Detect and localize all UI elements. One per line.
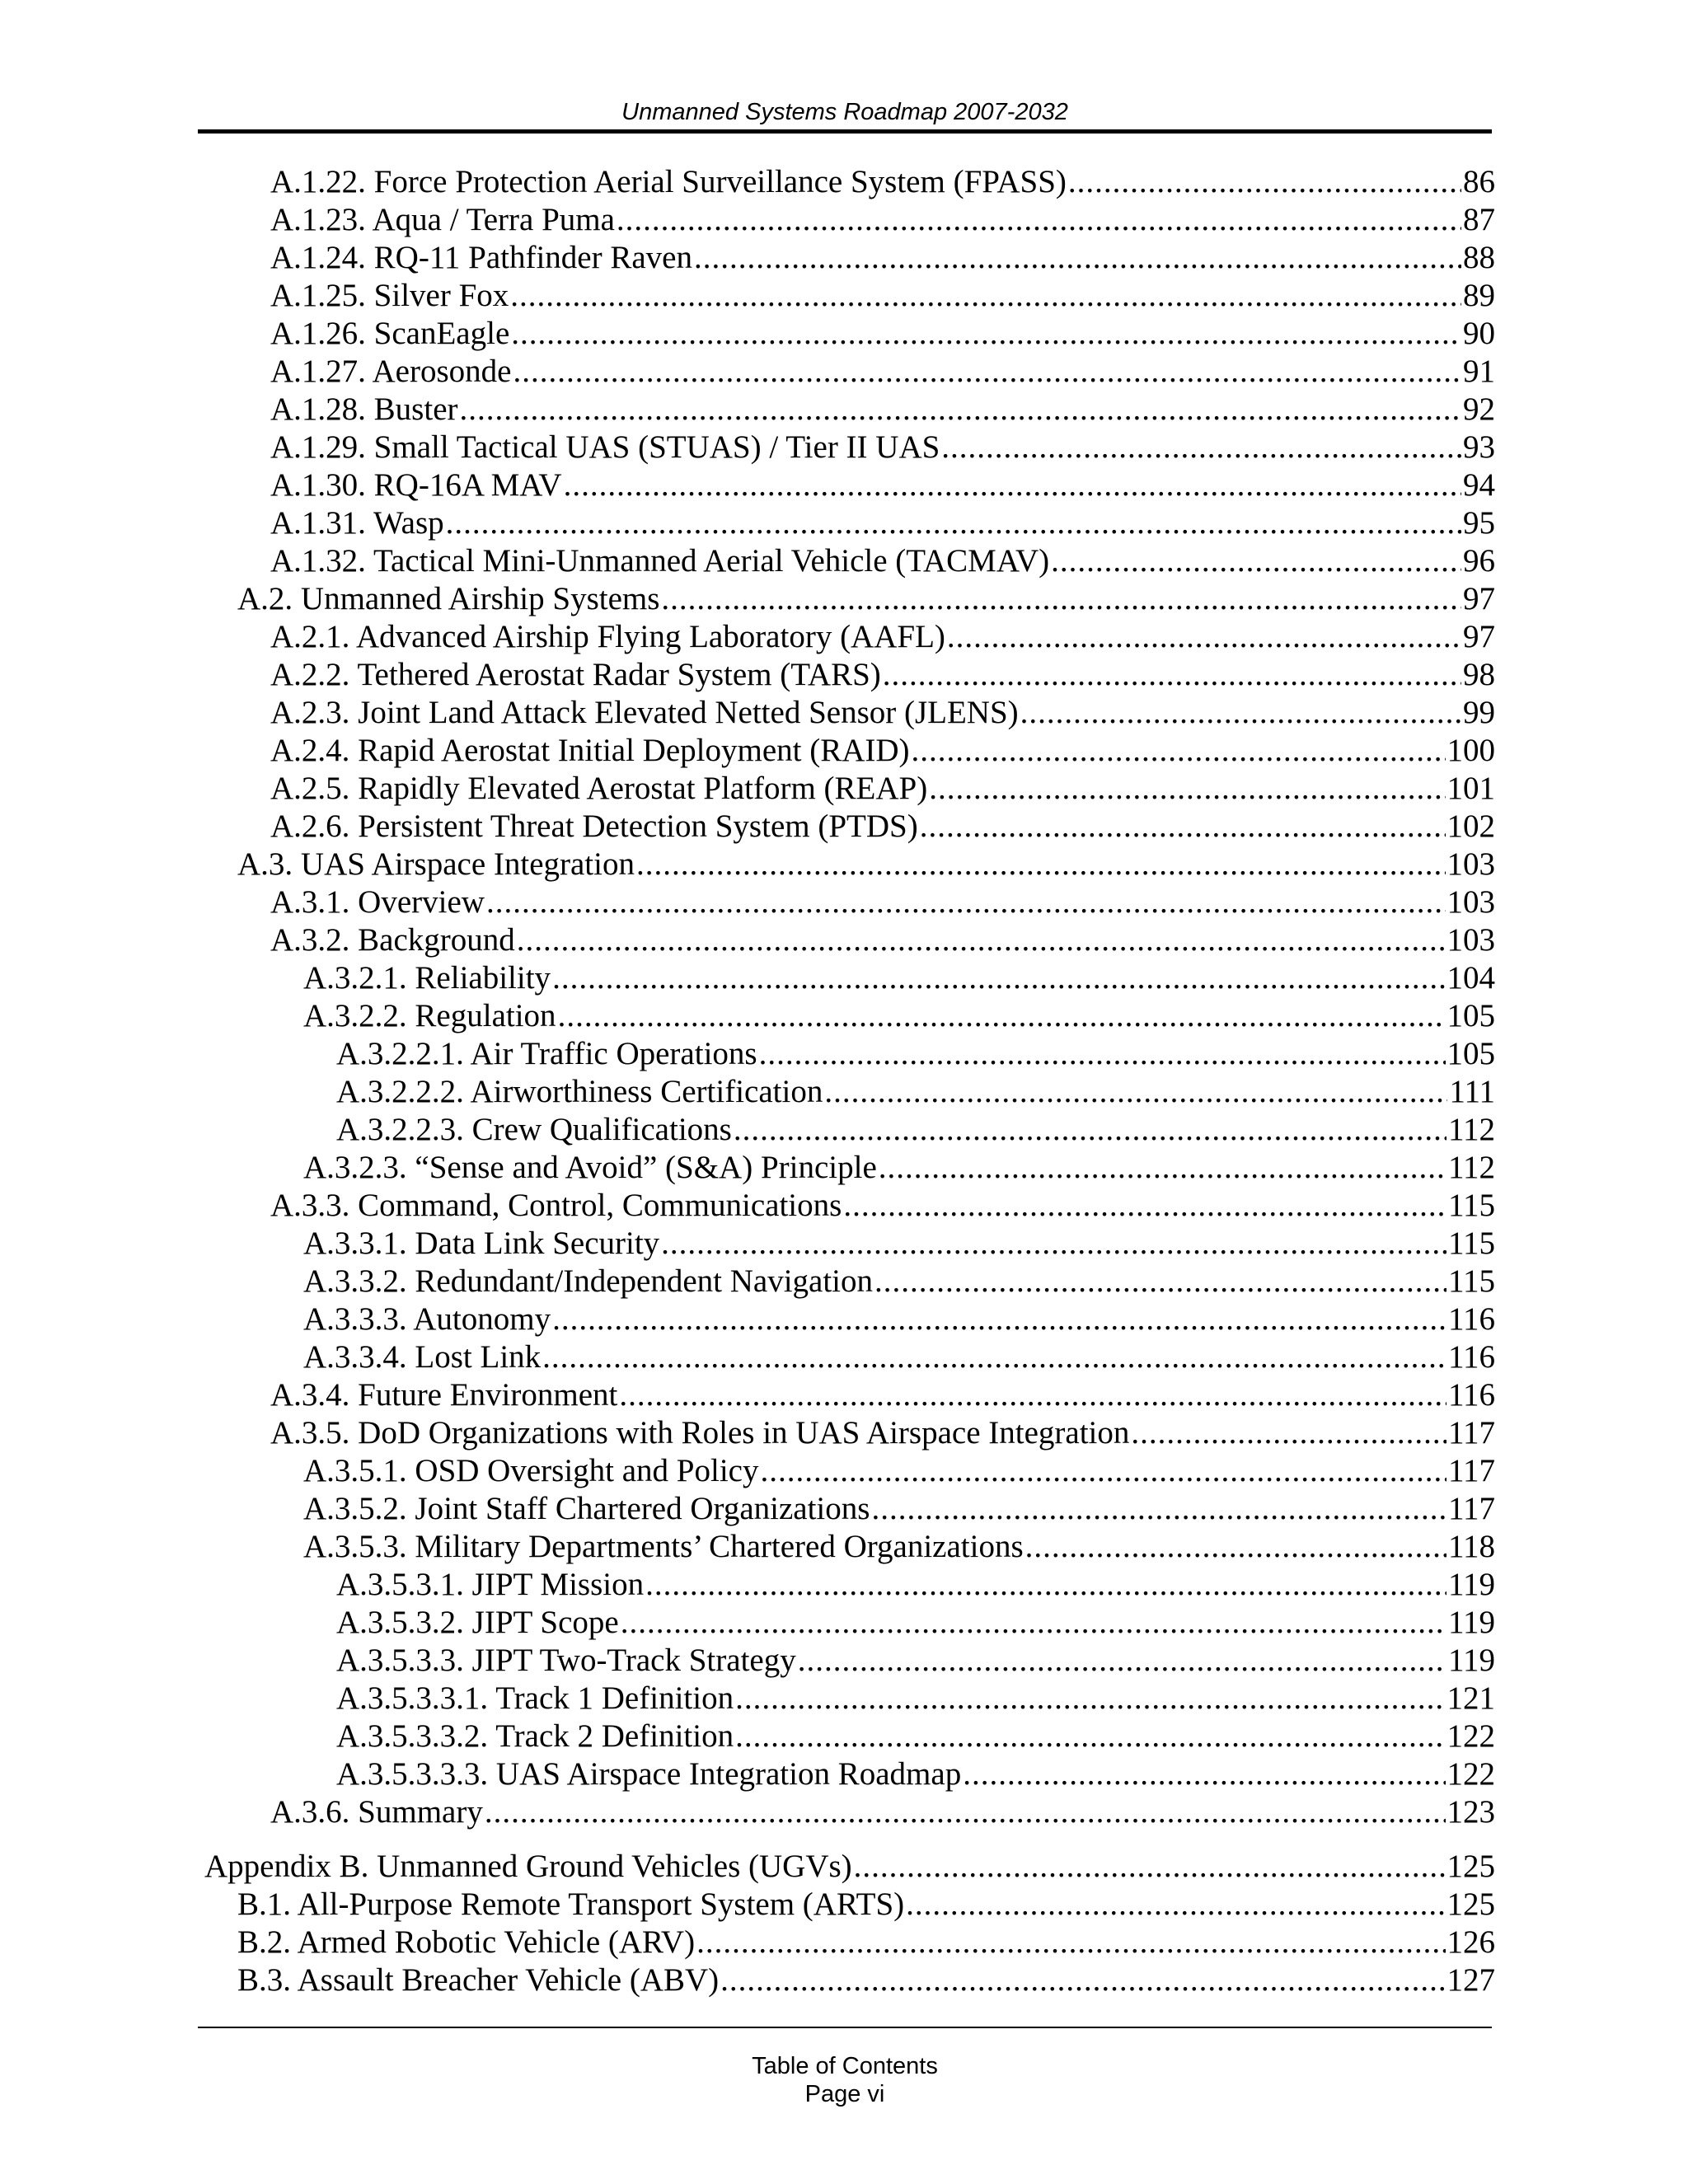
toc-dot-leader: [636, 846, 1446, 883]
toc-dot-leader: [1025, 1528, 1447, 1566]
toc-dot-leader: [694, 239, 1461, 277]
toc-entry-title: A.1.30. RQ-16A MAV: [270, 467, 562, 503]
toc-entry-title: A.3.5.3.3.1. Track 1 Definition: [336, 1680, 734, 1716]
toc-dot-leader: [760, 1452, 1446, 1490]
toc-entry-page: 111: [1449, 1074, 1495, 1109]
toc-dot-leader: [486, 883, 1446, 921]
toc-entry[interactable]: [270, 1414, 1495, 1452]
toc-entry-page: 122: [1447, 1718, 1495, 1754]
toc-dot-leader: [871, 1490, 1447, 1528]
toc-entry[interactable]: [303, 959, 1495, 997]
page-footer: [198, 2052, 1492, 2108]
toc-entry-title: A.3.2.2.3. Crew Qualifications: [336, 1112, 732, 1147]
running-header-title: Unmanned Systems Roadmap 2007-2032: [621, 99, 1068, 125]
toc-dot-leader: [720, 1961, 1445, 1999]
toc-entry-title: A.3.2.2.2. Airworthiness Certification: [336, 1074, 823, 1109]
toc-entry[interactable]: [336, 1111, 1495, 1149]
toc-dot-leader: [661, 580, 1461, 618]
toc-dot-leader: [874, 1263, 1447, 1301]
toc-entry-page: 105: [1447, 998, 1495, 1033]
toc-entry-title: A.3.5.3.2. JIPT Scope: [336, 1605, 619, 1640]
toc-entry[interactable]: [270, 694, 1495, 732]
toc-entry[interactable]: [270, 542, 1495, 580]
toc-entry[interactable]: [237, 846, 1495, 883]
toc-entry-title: A.2.5. Rapidly Elevated Aerostat Platform (REAP): [270, 771, 928, 806]
toc-entry[interactable]: [270, 770, 1495, 808]
toc-entry-page: 99: [1463, 695, 1495, 730]
toc-entry-title: A.1.32. Tactical Mini-Unmanned Aerial Vehicle (TACMAV): [270, 543, 1050, 579]
toc-entry-title: A.3.5.3.3. JIPT Two-Track Strategy: [336, 1643, 796, 1678]
toc-entry-page: 127: [1447, 1962, 1495, 1998]
toc-entry-title: B.3. Assault Breacher Vehicle (ABV): [237, 1962, 720, 1998]
toc-entry[interactable]: [270, 883, 1495, 921]
toc-entry[interactable]: [336, 1035, 1495, 1073]
footer-page-number: Page vi: [804, 2081, 885, 2107]
toc-dot-leader: [558, 997, 1446, 1035]
toc-entry-title: A.1.26. ScanEagle: [270, 316, 510, 351]
toc-entry-page: 103: [1447, 922, 1495, 958]
toc-dot-leader: [1051, 542, 1461, 580]
toc-entry[interactable]: [270, 466, 1495, 504]
toc-dot-leader: [1020, 694, 1461, 732]
toc-entry-title: A.3.3.2. Redundant/Independent Navigation: [303, 1263, 874, 1299]
toc-dot-leader: [510, 277, 1461, 315]
toc-entry-page: 98: [1463, 657, 1495, 692]
toc-dot-leader: [511, 315, 1461, 353]
toc-entry-page: 93: [1463, 429, 1495, 465]
toc-entry-title: A.1.25. Silver Fox: [270, 278, 509, 313]
toc-entry[interactable]: [270, 1376, 1495, 1414]
toc-dot-leader: [552, 1301, 1447, 1338]
toc-dot-leader: [843, 1187, 1447, 1225]
toc-dot-leader: [542, 1338, 1447, 1376]
toc-entry-page: 115: [1447, 1226, 1495, 1261]
toc-entry-title: A.3.5.3.3.2. Track 2 Definition: [336, 1718, 734, 1754]
toc-entry[interactable]: [270, 429, 1495, 466]
toc-dot-leader: [824, 1073, 1447, 1111]
toc-dot-leader: [661, 1225, 1447, 1263]
toc-entry-page: 122: [1447, 1756, 1495, 1792]
toc-entry-title: A.2.4. Rapid Aerostat Initial Deployment (RAID): [270, 733, 910, 768]
toc-entry-title: A.1.31. Wasp: [270, 505, 444, 541]
toc-dot-leader: [617, 201, 1461, 239]
toc-entry-page: 123: [1447, 1794, 1495, 1830]
toc-dot-leader: [735, 1680, 1445, 1718]
toc-entry-page: 88: [1463, 240, 1495, 275]
toc-entry-page: 121: [1447, 1680, 1495, 1716]
toc-entry-title: A.3.6. Summary: [270, 1794, 483, 1830]
toc-entry-title: A.3.1. Overview: [270, 884, 485, 920]
toc-dot-leader: [854, 1848, 1446, 1886]
toc-entry-page: 103: [1447, 884, 1495, 920]
toc-entry-title: A.3.5. DoD Organizations with Roles in UAS Airspace Integration: [270, 1415, 1130, 1451]
toc-entry-page: 100: [1447, 733, 1495, 768]
toc-entry-title: A.2.2. Tethered Aerostat Radar System (TARS): [270, 657, 881, 692]
toc-entry-title: A.3.3. Command, Control, Communications: [270, 1188, 842, 1223]
toc-entry-title: A.3.4. Future Environment: [270, 1377, 618, 1413]
toc-dot-leader: [929, 770, 1445, 808]
toc-entry[interactable]: [270, 163, 1495, 201]
toc-entry-page: 97: [1463, 581, 1495, 616]
toc-entry[interactable]: [303, 1263, 1495, 1301]
toc-entry[interactable]: [303, 1225, 1495, 1263]
toc-entry-page: 105: [1447, 1036, 1495, 1071]
toc-dot-leader: [883, 656, 1461, 694]
toc-entry[interactable]: [270, 1793, 1495, 1831]
toc-entry-page: 116: [1447, 1301, 1495, 1337]
toc-entry-title: A.3.3.1. Data Link Security: [303, 1226, 660, 1261]
toc-dot-leader: [798, 1642, 1447, 1680]
toc-entry-page: 117: [1447, 1491, 1495, 1526]
toc-dot-leader: [621, 1604, 1447, 1642]
toc-entry-title: A.3.5.1. OSD Oversight and Policy: [303, 1453, 759, 1488]
toc-entry-page: 115: [1447, 1263, 1495, 1299]
toc-entry-title: A.3.3.4. Lost Link: [303, 1339, 542, 1375]
toc-entry-page: 119: [1447, 1643, 1495, 1678]
toc-entry[interactable]: [270, 391, 1495, 429]
toc-entry-title: A.3.5.3.1. JIPT Mission: [336, 1567, 645, 1602]
toc-entry[interactable]: [237, 1924, 1495, 1961]
toc-dot-leader: [906, 1886, 1445, 1924]
toc-dot-leader: [564, 466, 1461, 504]
toc-entry[interactable]: [336, 1755, 1495, 1793]
toc-entry-title: A.3.2.3. “Sense and Avoid” (S&A) Principle: [303, 1150, 877, 1185]
toc-entry-page: 115: [1447, 1188, 1495, 1223]
toc-dot-leader: [460, 391, 1462, 429]
toc-entry-title: A.1.29. Small Tactical UAS (STUAS) / Tier II UAS: [270, 429, 940, 465]
toc-entry-page: 104: [1447, 960, 1495, 996]
toc-entry-page: 112: [1447, 1112, 1495, 1147]
toc-entry-title: A.1.24. RQ-11 Pathfinder Raven: [270, 240, 692, 275]
toc-entry-page: 95: [1463, 505, 1495, 541]
toc-entry[interactable]: [270, 277, 1495, 315]
toc-entry-title: A.3.2.2. Regulation: [303, 998, 556, 1033]
toc-entry[interactable]: [303, 1338, 1495, 1376]
toc-entry-title: B.1. All-Purpose Remote Transport System (ARTS): [237, 1886, 905, 1922]
toc-entry[interactable]: [270, 921, 1495, 959]
toc-dot-leader: [517, 921, 1446, 959]
toc-entry-page: 97: [1463, 619, 1495, 654]
toc-entry-title: A.2. Unmanned Airship Systems: [237, 581, 660, 616]
toc-entry-page: 94: [1463, 467, 1495, 503]
toc-entry[interactable]: [336, 1073, 1495, 1111]
toc-entry-title: A.1.28. Buster: [270, 391, 458, 427]
toc-entry-title: A.3.5.3.3.3. UAS Airspace Integration Roadmap: [336, 1756, 962, 1792]
toc-entry-page: 87: [1463, 202, 1495, 237]
toc-dot-leader: [513, 353, 1461, 391]
toc-dot-leader: [446, 504, 1461, 542]
toc-entry[interactable]: [270, 239, 1495, 277]
toc-entry-title: A.3. UAS Airspace Integration: [237, 846, 635, 882]
toc-entry-title: A.1.22. Force Protection Aerial Surveillance System (FPASS): [270, 164, 1067, 199]
toc-entry-page: 103: [1447, 846, 1495, 882]
toc-entry[interactable]: [303, 1452, 1495, 1490]
toc-dot-leader: [734, 1111, 1447, 1149]
toc-entry[interactable]: [204, 1848, 1495, 1886]
toc-entry-page: 125: [1447, 1886, 1495, 1922]
toc-dot-leader: [696, 1924, 1445, 1961]
toc-entry[interactable]: [270, 656, 1495, 694]
toc-entry-page: 119: [1447, 1567, 1495, 1602]
toc-entry[interactable]: [270, 1187, 1495, 1225]
toc-entry[interactable]: [270, 808, 1495, 846]
toc-entry-page: 116: [1447, 1377, 1495, 1413]
toc-entry-title: A.3.2. Background: [270, 922, 515, 958]
toc-entry[interactable]: [336, 1604, 1495, 1642]
toc-entry-title: A.2.3. Joint Land Attack Elevated Netted Sensor (JLENS): [270, 695, 1019, 730]
toc-entry-page: 102: [1447, 808, 1495, 844]
toc-entry[interactable]: [237, 1961, 1495, 1999]
toc-dot-leader: [759, 1035, 1446, 1073]
toc-entry-title: A.1.23. Aqua / Terra Puma: [270, 202, 615, 237]
toc-dot-leader: [619, 1376, 1447, 1414]
toc-entry[interactable]: [270, 353, 1495, 391]
toc-entry[interactable]: [303, 1528, 1495, 1566]
footer-section-label: Table of Contents: [752, 2053, 938, 2079]
toc-entry-title: A.3.5.3. Military Departments’ Chartered Organizations: [303, 1529, 1024, 1564]
toc-dot-leader: [645, 1566, 1447, 1604]
toc-entry-page: 125: [1447, 1849, 1495, 1884]
toc-entry-page: 116: [1447, 1339, 1495, 1375]
toc-entry[interactable]: [237, 580, 1495, 618]
toc-entry-title: A.3.2.1. Reliability: [303, 960, 551, 996]
toc-dot-leader: [735, 1718, 1445, 1755]
toc-entry-page: 117: [1447, 1453, 1495, 1488]
toc-dot-leader: [1068, 163, 1461, 201]
toc-dot-leader: [947, 618, 1461, 656]
toc-entry-page: 126: [1447, 1924, 1495, 1960]
toc-entry[interactable]: [303, 1301, 1495, 1338]
toc-entry-title: A.2.6. Persistent Threat Detection System (PTDS): [270, 808, 918, 844]
toc-entry[interactable]: [336, 1566, 1495, 1604]
toc-entry-page: 86: [1463, 164, 1495, 199]
toc-dot-leader: [879, 1149, 1447, 1187]
toc-entry[interactable]: [270, 504, 1495, 542]
header-rule: [198, 129, 1492, 134]
toc-entry-page: 112: [1447, 1150, 1495, 1185]
toc-entry-title: A.3.5.2. Joint Staff Chartered Organizations: [303, 1491, 870, 1526]
toc-dot-leader: [920, 808, 1446, 846]
toc-entry[interactable]: [336, 1718, 1495, 1755]
toc-dot-leader: [1131, 1414, 1447, 1452]
toc-entry-title: A.2.1. Advanced Airship Flying Laboratory (AAFL): [270, 619, 945, 654]
toc-entry-title: Appendix B. Unmanned Ground Vehicles (UGVs): [204, 1849, 852, 1884]
toc-entry-page: 96: [1463, 543, 1495, 579]
toc-dot-leader: [485, 1793, 1446, 1831]
toc-entry-title: A.1.27. Aerosonde: [270, 354, 512, 389]
toc-entry[interactable]: [336, 1680, 1495, 1718]
toc-entry-page: 118: [1447, 1529, 1495, 1564]
footer-rule: [198, 2027, 1492, 2028]
toc-entry-page: 91: [1463, 354, 1495, 389]
toc-entry[interactable]: [303, 1149, 1495, 1187]
toc-entry-page: 117: [1447, 1415, 1495, 1451]
toc-entry[interactable]: [303, 997, 1495, 1035]
toc-entry-title: A.3.3.3. Autonomy: [303, 1301, 551, 1337]
toc-entry-page: 101: [1447, 771, 1495, 806]
toc-entry-page: 89: [1463, 278, 1495, 313]
toc-entry[interactable]: [336, 1642, 1495, 1680]
toc-entry[interactable]: [237, 1886, 1495, 1924]
toc-entry[interactable]: [270, 732, 1495, 770]
toc-entry-page: 90: [1463, 316, 1495, 351]
toc-entry[interactable]: [270, 618, 1495, 656]
toc-dot-leader: [941, 429, 1461, 466]
toc-entry-page: 119: [1447, 1605, 1495, 1640]
toc-entry-page: 92: [1463, 391, 1495, 427]
toc-entry-title: B.2. Armed Robotic Vehicle (ARV): [237, 1924, 696, 1960]
toc-dot-leader: [912, 732, 1446, 770]
toc-entry-title: A.3.2.2.1. Air Traffic Operations: [336, 1036, 757, 1071]
toc-dot-leader: [552, 959, 1445, 997]
toc-entry[interactable]: [270, 201, 1495, 239]
toc-dot-leader: [963, 1755, 1445, 1793]
toc-entry[interactable]: [270, 315, 1495, 353]
toc-entry[interactable]: [303, 1490, 1495, 1528]
